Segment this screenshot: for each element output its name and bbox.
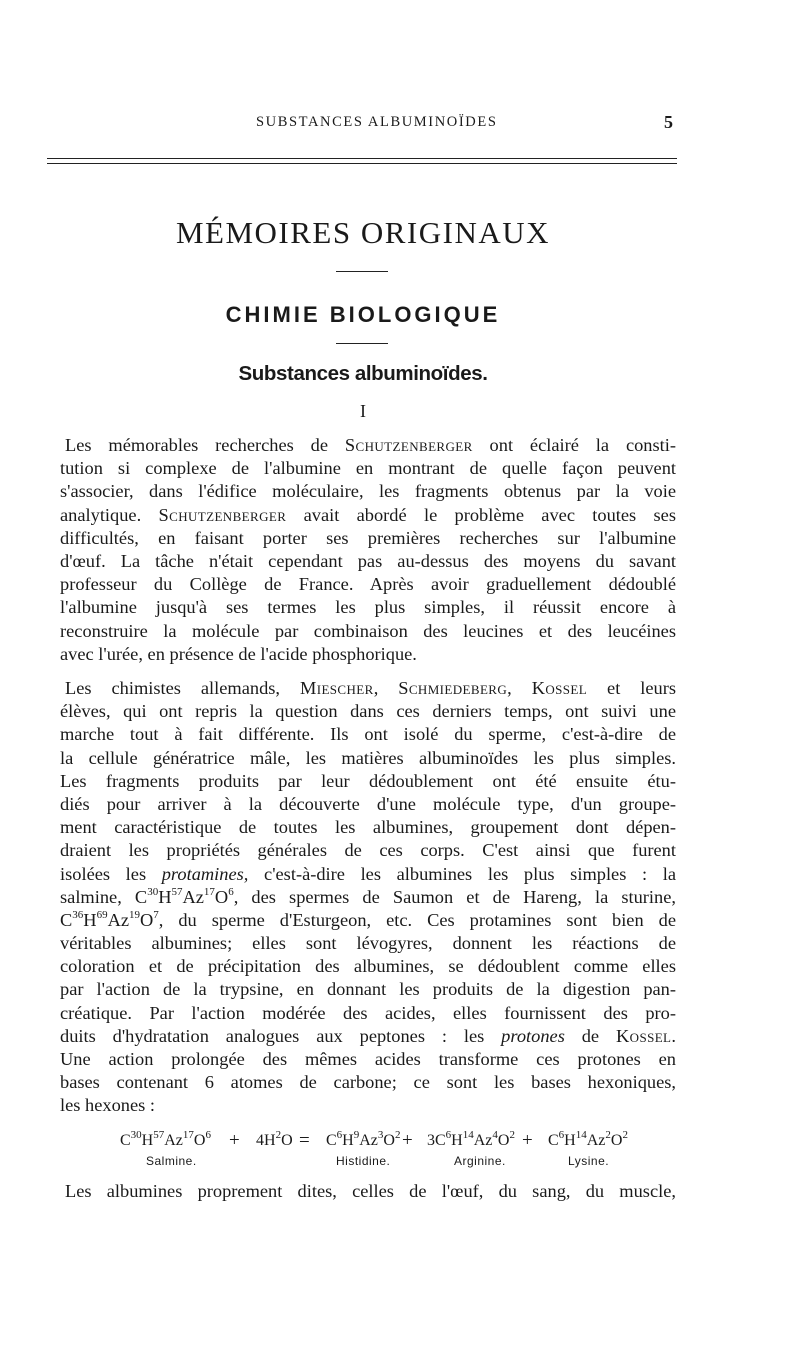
- text-line: Une action prolongée des mêmes acides transforme ces protones en: [60, 1049, 676, 1069]
- text-line: les hexones :: [60, 1095, 155, 1116]
- text-line: reconstruire la molécule par combinaison des leucines et des leucéines: [60, 620, 676, 641]
- text-line: marche tout à fait différente. Ils ont isolé du sperme, c'est-à-dire de: [60, 724, 676, 745]
- section-divider: [336, 343, 388, 344]
- term-protones: protones: [501, 1025, 565, 1046]
- part-number: I: [360, 401, 366, 421]
- text-line: difficultés, en faisant porter ses premières recherches sur l'albumine: [60, 527, 676, 548]
- text-line: salmine, $C^{30}H^{57}Az^{17}O^6$, des spermes de Saumon et de Hareng, la sturine,: [60, 885, 676, 907]
- title-divider: [336, 271, 388, 272]
- text-line: isolées les protamines, c'est-à-dire les albumines les plus simples : la: [60, 863, 676, 884]
- equals-sign: =: [299, 1130, 310, 1151]
- text-line: tution si complexe de l'albumine en montrant de quelle façon peuvent: [60, 458, 676, 479]
- text-line: créatique. Par l'action modérée des acides, elles fournissent des pro-: [60, 1002, 676, 1023]
- author-name: Schutzenberger: [344, 435, 473, 455]
- paragraph-1: [60, 434, 676, 666]
- text-line: l'albumine jusqu'à ses termes les plus simples, il réussit encore à: [60, 597, 676, 618]
- text-line: Les fragments produits par leur dédoublement ont été ensuite étu-: [60, 770, 676, 791]
- text-line: professeur du Collège de France. Après avoir graduellement dédoublé: [60, 574, 676, 595]
- text-line: diés pour arriver à la découverte d'une molécule type, d'un groupe-: [60, 793, 676, 814]
- formula-salmine: $C^{30}H^{57}Az^{17}O^6$: [120, 1128, 211, 1149]
- text-line: bases contenant 6 atomes de carbone; ce sont les bases hexoniques,: [60, 1072, 676, 1093]
- author-name: Miescher: [299, 678, 374, 698]
- label-arginine: Arginine.: [454, 1154, 506, 1168]
- paragraph-2: [60, 677, 676, 1118]
- page-number: 5: [664, 112, 673, 132]
- text-line: duits d'hydratation analogues aux peptones : les protones de Kossel.: [60, 1025, 676, 1046]
- text-line: avec l'urée, en présence de l'acide phosphorique.: [60, 643, 417, 664]
- running-head: [0, 114, 800, 136]
- section-title: CHIMIE BIOLOGIQUE: [225, 302, 501, 327]
- text-line: s'associer, dans l'édifice moléculaire, les fragments obtenus par la voie: [60, 481, 676, 502]
- author-name: Schmiedeberg: [398, 678, 508, 698]
- paragraph-3: [60, 1180, 676, 1203]
- text-line: par l'action de la trypsine, en donnant les produits de la digestion pan-: [60, 979, 676, 1000]
- formula-histidine: $C^6H^9Az^3O^2$: [326, 1128, 401, 1149]
- author-name: Kossel: [615, 1025, 672, 1046]
- subsection-title: Substances albuminoïdes.: [238, 362, 488, 385]
- text-line: coloration et de précipitation des albumines, se dédoublent comme elles: [60, 956, 676, 977]
- formula-lysine: $C^6H^{14}Az^2O^2$: [548, 1128, 628, 1149]
- text-line: $C^{36}H^{69}Az^{19}O^7$, du sperme d'Esturgeon, etc. Ces protamines sont bien de: [60, 908, 676, 930]
- running-title: SUBSTANCES ALBUMINOÏDES: [256, 114, 498, 130]
- label-histidine: Histidine.: [336, 1154, 391, 1168]
- text-line: draient les propriétés générales de ces corps. C'est ainsi que furent: [60, 840, 676, 861]
- text-line: Les albumines proprement dites, celles de l'œuf, du sang, du muscle,: [65, 1181, 676, 1201]
- label-lysine: Lysine.: [568, 1154, 610, 1168]
- plus-sign: +: [229, 1130, 240, 1151]
- author-name: Kossel: [531, 678, 588, 698]
- formula-arginine: $3C^6H^{14}Az^4O^2$: [427, 1128, 515, 1149]
- main-title: MÉMOIRES ORIGINAUX: [175, 215, 551, 250]
- text-line: analytique. Schutzenberger avait abordé le problème avec toutes ses: [60, 504, 676, 525]
- text-line: d'œuf. La tâche n'était cependant pas au-dessus des moyens du savant: [60, 550, 676, 571]
- text-line: la cellule génératrice mâle, les matières albuminoïdes les plus simples.: [60, 747, 676, 768]
- plus-sign: +: [522, 1130, 533, 1151]
- header-rule-top: [47, 158, 677, 159]
- author-name: Schutzenberger: [158, 504, 287, 525]
- chemical-equation: [0, 1128, 760, 1168]
- text-line: élèves, qui ont repris la question dans ces derniers temps, ont suivi une: [60, 701, 676, 722]
- label-salmine: Salmine.: [146, 1154, 197, 1168]
- plus-sign: +: [402, 1130, 413, 1151]
- text-line: ment caractéristique de toutes les albumines, groupement dont dépen-: [60, 817, 676, 838]
- term-protamines: protamines,: [161, 863, 249, 884]
- text-line: Les chimistes allemands, Miescher, Schmiedeberg, Kossel et leurs: [65, 678, 676, 698]
- text-line: véritables albumines; elles sont lévogyres, donnent les réactions de: [60, 933, 676, 954]
- formula-water: $4H^2O$: [256, 1128, 293, 1149]
- header-rule-bottom: [47, 163, 677, 164]
- text-line: Les mémorables recherches de Schutzenberger ont éclairé la consti-: [65, 435, 676, 455]
